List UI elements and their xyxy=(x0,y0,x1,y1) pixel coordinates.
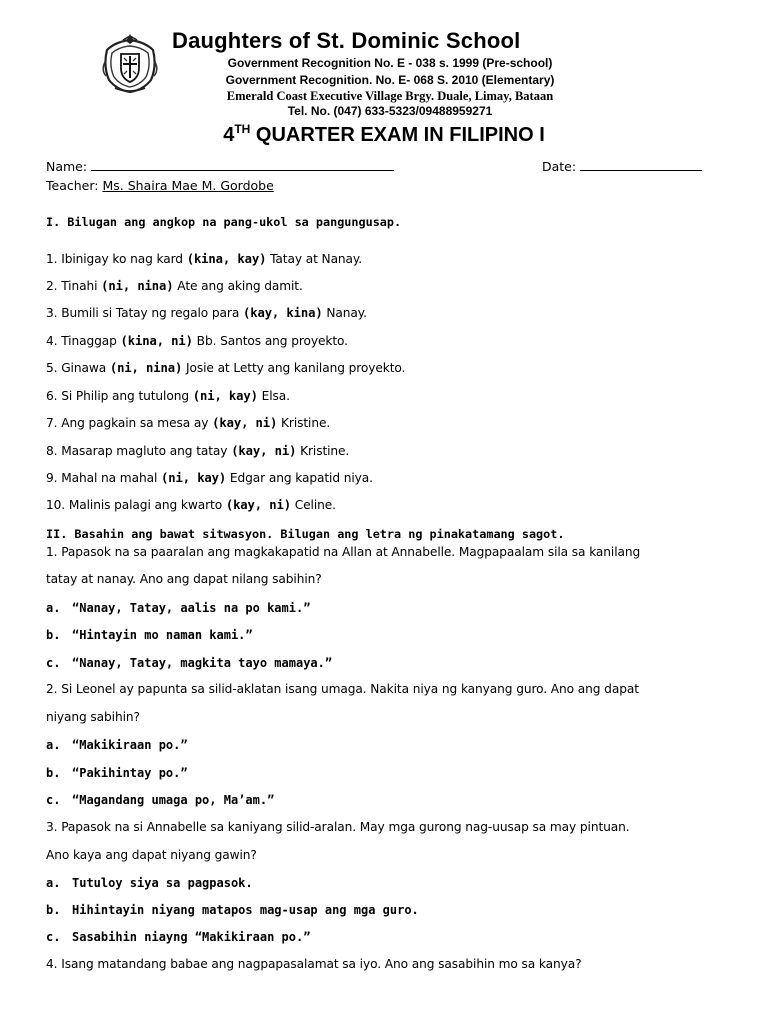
school-seal-logo xyxy=(101,32,159,94)
option-letter: b. xyxy=(46,903,61,917)
item-text: 9. Mahal na mahal xyxy=(46,471,161,485)
item-text: 1. Ibinigay ko nag kard xyxy=(46,252,187,266)
question-text: Ano kaya ang dapat niyang gawin? xyxy=(46,848,257,862)
part1-item xyxy=(46,498,336,512)
item-text: Kristine. xyxy=(277,416,331,430)
part1-heading: I. Bilugan ang angkop na pang-ukol sa pangungusap. xyxy=(46,215,402,229)
item-text: 6. Si Philip ang tutulong xyxy=(46,389,193,403)
item-choice[interactable]: (kay, ni) xyxy=(231,444,297,458)
teacher-label: Teacher: xyxy=(46,178,99,193)
option-text: “Hintayin mo naman kami.” xyxy=(72,628,253,642)
question-text: 2. Si Leonel ay papunta sa silid-aklatan isang umaga. Nakita niya ng kanyang guro. Ano ang dapat xyxy=(46,682,639,696)
part1-item xyxy=(46,252,362,266)
answer-option[interactable] xyxy=(46,738,188,752)
name-field xyxy=(46,159,394,174)
answer-option[interactable] xyxy=(46,793,274,807)
item-text: 2. Tinahi xyxy=(46,279,102,293)
exam-title-text: QUARTER EXAM IN FILIPINO I xyxy=(255,124,545,146)
date-label: Date: xyxy=(542,159,577,174)
item-text: 7. Ang pagkain sa mesa ay xyxy=(46,416,213,430)
option-text: Sasabihin niayng “Makikiraan po.” xyxy=(72,930,311,944)
part1-item xyxy=(46,471,373,485)
question-text: 3. Papasok na si Annabelle sa kaniyang silid-aralan. May mga gurong nag-uusap sa may pintuan. xyxy=(46,820,630,834)
item-text: Celine. xyxy=(290,498,336,512)
teacher-field xyxy=(46,178,274,193)
option-text: “Nanay, Tatay, magkita tayo mamaya.” xyxy=(72,656,333,670)
option-letter: c. xyxy=(46,793,61,807)
part2-heading: II. Basahin ang bawat sitwasyon. Bilugan ang letra ng pinakatamang sagot. xyxy=(46,527,565,541)
answer-option[interactable] xyxy=(46,876,253,890)
option-letter: a. xyxy=(46,601,61,615)
item-choice[interactable]: (kay, kina) xyxy=(242,306,323,320)
answer-option[interactable] xyxy=(46,766,188,780)
item-choice[interactable]: (ni, nina) xyxy=(101,279,174,293)
item-text: Elsa. xyxy=(257,389,290,403)
option-letter: b. xyxy=(46,766,61,780)
option-text: “Nanay, Tatay, aalis na po kami.” xyxy=(72,601,311,615)
school-name: Daughters of St. Dominic School xyxy=(172,28,521,53)
item-choice[interactable]: (kay, ni) xyxy=(212,416,278,430)
part1-item xyxy=(46,361,405,375)
part1-item xyxy=(46,334,348,348)
option-text: “Pakihintay po.” xyxy=(72,766,188,780)
option-text: Tutuloy siya sa pagpasok. xyxy=(72,876,253,890)
answer-option[interactable] xyxy=(46,903,419,917)
answer-option[interactable] xyxy=(46,656,332,670)
item-text: Josie at Letty ang kanilang proyekto. xyxy=(182,361,406,375)
question-text: 4. Isang matandang babae ang nagpapasalamat sa iyo. Ano ang sasabihin mo sa kanya? xyxy=(46,957,582,971)
item-text: 8. Masarap magluto ang tatay xyxy=(46,444,232,458)
option-text: “Magandang umaga po, Ma’am.” xyxy=(72,793,275,807)
item-choice[interactable]: (ni, nina) xyxy=(109,361,183,375)
recognition-preschool: Government Recognition No. E - 038 s. 1999 (Pre-school) xyxy=(227,56,553,70)
option-text: “Makikiraan po.” xyxy=(72,738,188,752)
teacher-name: Ms. Shaira Mae M. Gordobe xyxy=(102,178,274,193)
item-text: Edgar ang kapatid niya. xyxy=(226,471,373,485)
part1-item xyxy=(46,279,303,293)
part1-item xyxy=(46,444,349,458)
question-text: tatay at nanay. Ano ang dapat nilang sabihin? xyxy=(46,572,322,586)
name-blank-line[interactable] xyxy=(91,160,394,171)
answer-option[interactable] xyxy=(46,628,253,642)
part1-item xyxy=(46,306,367,320)
exam-title xyxy=(0,122,768,147)
item-text: Ate ang aking damit. xyxy=(173,279,303,293)
question-text: 1. Papasok na sa paaralan ang magkakapatid na Allan at Annabelle. Magpapaalam sila sa kanilang xyxy=(46,545,641,559)
option-letter: c. xyxy=(46,930,61,944)
exam-title-number: 4 xyxy=(223,124,235,146)
item-choice[interactable]: (ni, kay) xyxy=(161,471,227,485)
item-text: 4. Tinaggap xyxy=(46,334,121,348)
answer-option[interactable] xyxy=(46,930,310,944)
part1-item xyxy=(46,389,290,403)
recognition-elementary: Government Recognition. No. E- 068 S. 2010 (Elementary) xyxy=(225,73,555,87)
item-choice[interactable]: (ni, kay) xyxy=(192,389,258,403)
school-telephone: Tel. No. (047) 633-5323/09488959271 xyxy=(287,104,493,118)
option-letter: b. xyxy=(46,628,61,642)
item-text: Tatay at Nanay. xyxy=(266,252,363,266)
item-text: Bb. Santos ang proyekto. xyxy=(192,334,348,348)
school-address: Emerald Coast Executive Village Brgy. Duale, Limay, Bataan xyxy=(226,89,554,103)
answer-option[interactable] xyxy=(46,601,310,615)
question-text: niyang sabihin? xyxy=(46,710,140,724)
item-text: 5. Ginawa xyxy=(46,361,110,375)
item-text: 3. Bumili si Tatay ng regalo para xyxy=(46,306,243,320)
item-text: Nanay. xyxy=(322,306,367,320)
part1-item xyxy=(46,416,330,430)
item-text: 10. Malinis palagi ang kwarto xyxy=(46,498,226,512)
name-label: Name: xyxy=(46,159,88,174)
date-blank-line[interactable] xyxy=(580,160,702,171)
item-choice[interactable]: (kina, kay) xyxy=(186,252,267,266)
exam-title-superscript: TH xyxy=(234,122,251,136)
option-letter: a. xyxy=(46,738,61,752)
option-text: Hihintayin niyang matapos mag-usap ang mga guro. xyxy=(72,903,419,917)
item-text: Kristine. xyxy=(296,444,350,458)
item-choice[interactable]: (kay, ni) xyxy=(225,498,291,512)
option-letter: a. xyxy=(46,876,61,890)
item-choice[interactable]: (kina, ni) xyxy=(120,334,193,348)
date-field xyxy=(542,159,702,174)
option-letter: c. xyxy=(46,656,61,670)
